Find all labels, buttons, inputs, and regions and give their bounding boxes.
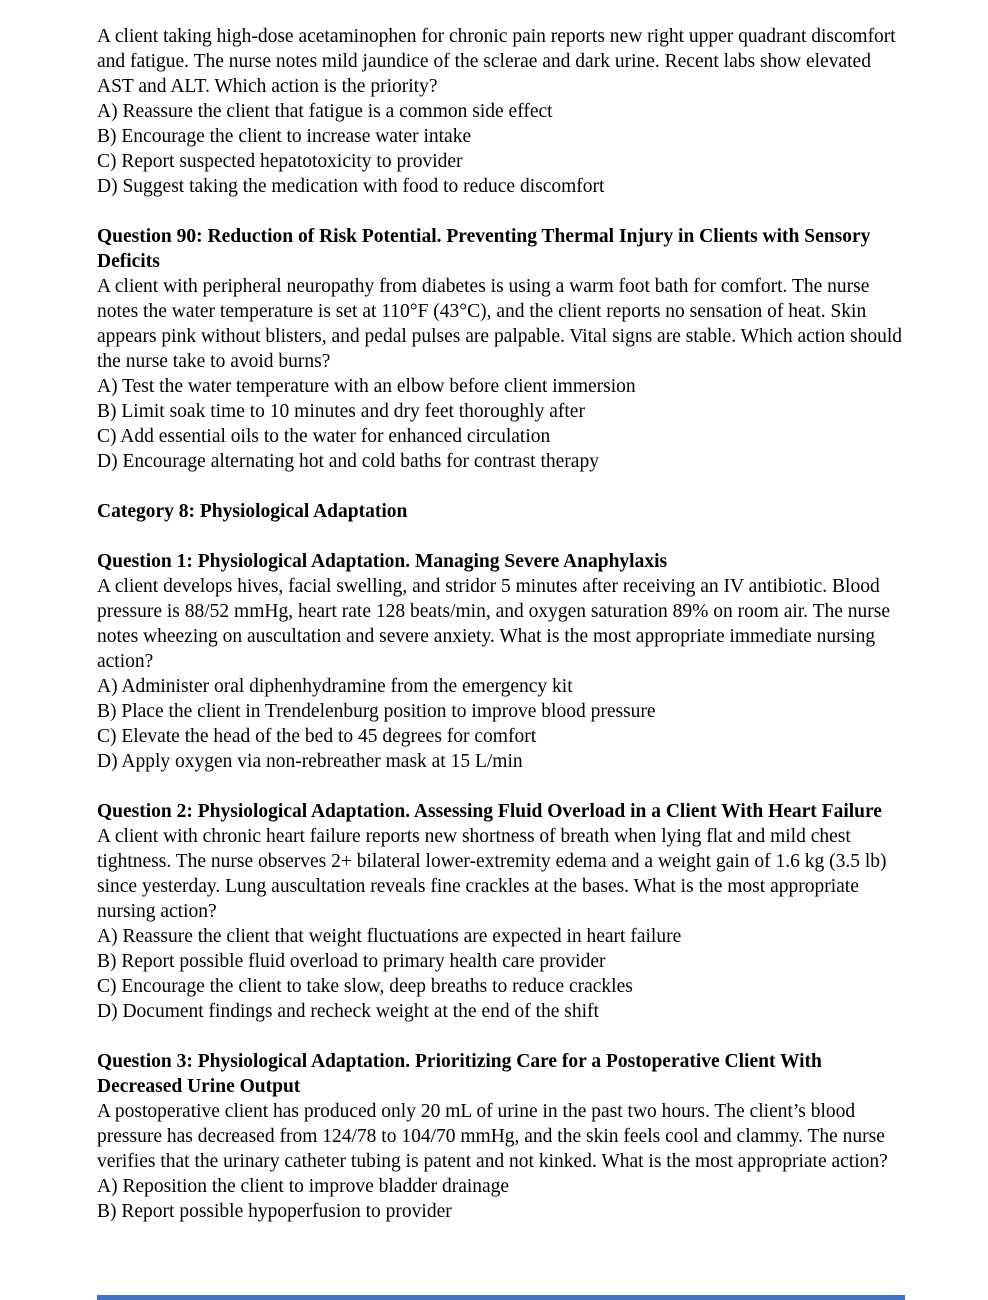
question-block <box>97 224 905 474</box>
question-block <box>97 1049 905 1224</box>
question-title: Question 2: Physiological Adaptation. Assessing Fluid Overload in a Client With Heart Failure <box>97 801 882 822</box>
answer-option: C) Add essential oils to the water for enhanced circulation <box>97 426 551 447</box>
question-title: Question 90: Reduction of Risk Potential. Preventing Thermal Injury in Clients with Sensory Deficits <box>97 226 871 272</box>
question-block <box>97 24 905 199</box>
answer-option: D) Suggest taking the medication with food to reduce discomfort <box>97 176 605 197</box>
answer-option: C) Report suspected hepatotoxicity to provider <box>97 151 463 172</box>
answer-option: B) Limit soak time to 10 minutes and dry feet thoroughly after <box>97 401 585 422</box>
answer-option: D) Apply oxygen via non-rebreather mask at 15 L/min <box>97 751 523 772</box>
question-block <box>97 799 905 1024</box>
question-title: Question 1: Physiological Adaptation. Managing Severe Anaphylaxis <box>97 551 668 572</box>
bottom-divider <box>97 1295 905 1300</box>
answer-option: A) Reposition the client to improve bladder drainage <box>97 1176 510 1197</box>
answer-option: A) Reassure the client that weight fluctuations are expected in heart failure <box>97 926 682 947</box>
question-stem: A client with chronic heart failure reports new shortness of breath when lying flat and mild chest tightness. The nurse observes 2+ bilateral lower-extremity edema and a weight gain of 1.6 kg (3.5 lb) since yesterday. Lung auscultation reveals fine crackles at the bases. What is the most appropriate nursing action? <box>97 826 887 922</box>
answer-option: B) Encourage the client to increase water intake <box>97 126 472 147</box>
category-block <box>97 499 905 524</box>
question-stem: A client with peripheral neuropathy from diabetes is using a warm foot bath for comfort. The nurse notes the water temperature is set at 110°F (43°C), and the client reports no sensation of heat. Skin appears pink without blisters, and pedal pulses are palpable. Vital signs are stable. Which action should the nurse take to avoid burns? <box>97 276 902 372</box>
answer-option: B) Place the client in Trendelenburg position to improve blood pressure <box>97 701 656 722</box>
answer-option: A) Test the water temperature with an elbow before client immersion <box>97 376 636 397</box>
answer-option: B) Report possible fluid overload to primary health care provider <box>97 951 606 972</box>
answer-option: B) Report possible hypoperfusion to provider <box>97 1201 452 1222</box>
question-stem: A client develops hives, facial swelling, and stridor 5 minutes after receiving an IV antibiotic. Blood pressure is 88/52 mmHg, heart rate 128 beats/min, and oxygen saturation 89% on room air. The nurse notes wheezing on auscultation and severe anxiety. What is the most appropriate immediate nursing action? <box>97 576 891 672</box>
category-title: Category 8: Physiological Adaptation <box>97 501 408 522</box>
answer-option: A) Reassure the client that fatigue is a common side effect <box>97 101 553 122</box>
question-stem: A postoperative client has produced only 20 mL of urine in the past two hours. The client’s blood pressure has decreased from 124/78 to 104/70 mmHg, and the skin feels cool and clammy. The nurse verifies that the urinary catheter tubing is patent and not kinked. What is the most appropriate action? <box>97 1101 888 1172</box>
answer-option: C) Elevate the head of the bed to 45 degrees for comfort <box>97 726 537 747</box>
question-title: Question 3: Physiological Adaptation. Prioritizing Care for a Postoperative Client With Decreased Urine Output <box>97 1051 822 1097</box>
answer-option: D) Document findings and recheck weight at the end of the shift <box>97 1001 599 1022</box>
answer-option: A) Administer oral diphenhydramine from the emergency kit <box>97 676 573 697</box>
answer-option: D) Encourage alternating hot and cold baths for contrast therapy <box>97 451 599 472</box>
question-stem: A client taking high-dose acetaminophen for chronic pain reports new right upper quadrant discomfort and fatigue. The nurse notes mild jaundice of the sclerae and dark urine. Recent labs show elevated AST and ALT. Which action is the priority? <box>97 26 896 97</box>
answer-option: C) Encourage the client to take slow, deep breaths to reduce crackles <box>97 976 633 997</box>
question-block <box>97 549 905 774</box>
document-content <box>97 24 905 1224</box>
